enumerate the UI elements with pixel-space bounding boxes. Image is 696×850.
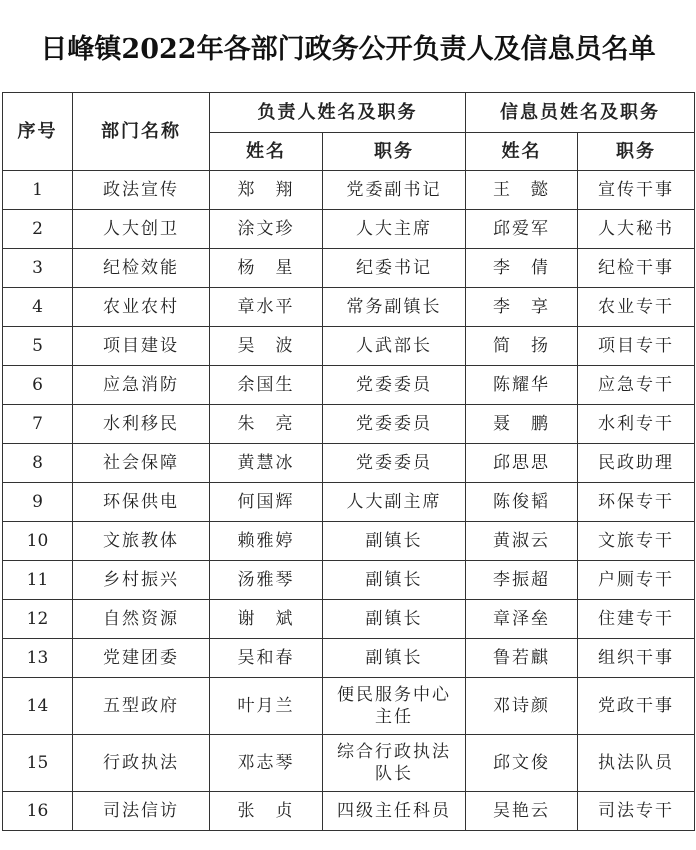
row-info-position: 纪检干事 [578,249,695,288]
row-info-position: 司法专干 [578,792,695,831]
row-info-name: 吴艳云 [466,792,578,831]
row-info-name: 李振超 [466,561,578,600]
row-leader-name: 杨 星 [210,249,323,288]
row-leader-name: 吴 波 [210,327,323,366]
row-index: 7 [3,405,73,444]
table-row [3,366,695,405]
header-department: 部门名称 [73,93,210,171]
header-info-group: 信息员姓名及职务 [466,93,695,133]
row-index: 14 [3,678,73,735]
row-index: 10 [3,522,73,561]
header-leader-group: 负责人姓名及职务 [210,93,466,133]
row-leader-position: 党委委员 [323,444,466,483]
row-leader-name: 章水平 [210,288,323,327]
row-leader-name: 叶月兰 [210,678,323,735]
row-leader-name: 邓志琴 [210,735,323,792]
row-department: 五型政府 [73,678,210,735]
row-leader-position: 人大副主席 [323,483,466,522]
row-index: 3 [3,249,73,288]
row-index: 12 [3,600,73,639]
row-department: 行政执法 [73,735,210,792]
row-leader-name: 涂文珍 [210,210,323,249]
row-department: 自然资源 [73,600,210,639]
row-department: 农业农村 [73,288,210,327]
row-leader-name: 谢 斌 [210,600,323,639]
row-info-position: 党政干事 [578,678,695,735]
row-info-position: 住建专干 [578,600,695,639]
row-info-name: 陈耀华 [466,366,578,405]
row-leader-name: 朱 亮 [210,405,323,444]
row-info-position: 环保专干 [578,483,695,522]
row-leader-position: 人武部长 [323,327,466,366]
row-index: 4 [3,288,73,327]
row-leader-position: 综合行政执法队长 [323,735,466,792]
table-row [3,327,695,366]
row-index: 8 [3,444,73,483]
row-info-name: 简 扬 [466,327,578,366]
row-info-name: 邱文俊 [466,735,578,792]
row-leader-name: 汤雅琴 [210,561,323,600]
row-department: 乡村振兴 [73,561,210,600]
row-info-name: 陈俊韬 [466,483,578,522]
row-leader-position: 纪委书记 [323,249,466,288]
row-department: 水利移民 [73,405,210,444]
row-index: 1 [3,171,73,210]
staff-table [2,92,695,831]
row-index: 6 [3,366,73,405]
row-leader-position: 便民服务中心主任 [323,678,466,735]
table-row [3,210,695,249]
row-info-name: 聂 鹏 [466,405,578,444]
row-leader-name: 张 贞 [210,792,323,831]
row-info-position: 执法队员 [578,735,695,792]
row-leader-position: 副镇长 [323,639,466,678]
row-info-name: 鲁若麒 [466,639,578,678]
table-body [3,171,695,831]
row-info-position: 农业专干 [578,288,695,327]
row-info-name: 邱爱军 [466,210,578,249]
row-info-position: 应急专干 [578,366,695,405]
table-row [3,678,695,735]
header-info-position: 职务 [578,133,695,171]
row-info-position: 户厕专干 [578,561,695,600]
row-leader-position: 副镇长 [323,600,466,639]
table-row [3,792,695,831]
header-leader-position: 职务 [323,133,466,171]
row-leader-position: 党委委员 [323,405,466,444]
row-info-position: 人大秘书 [578,210,695,249]
row-index: 2 [3,210,73,249]
table-row [3,522,695,561]
row-department: 社会保障 [73,444,210,483]
row-info-position: 项目专干 [578,327,695,366]
table-row [3,405,695,444]
row-department: 政法宣传 [73,171,210,210]
row-info-name: 黄淑云 [466,522,578,561]
row-info-name: 章泽垒 [466,600,578,639]
header-leader-name: 姓名 [210,133,323,171]
table-row [3,444,695,483]
table-row [3,561,695,600]
row-leader-position: 常务副镇长 [323,288,466,327]
row-department: 文旅教体 [73,522,210,561]
row-leader-position: 人大主席 [323,210,466,249]
row-department: 应急消防 [73,366,210,405]
row-leader-name: 赖雅婷 [210,522,323,561]
row-info-position: 民政助理 [578,444,695,483]
table-row [3,288,695,327]
row-info-name: 李 享 [466,288,578,327]
row-leader-name: 黄慧冰 [210,444,323,483]
row-info-name: 邓诗颜 [466,678,578,735]
row-info-position: 宣传干事 [578,171,695,210]
row-leader-position: 四级主任科员 [323,792,466,831]
row-department: 党建团委 [73,639,210,678]
row-index: 16 [3,792,73,831]
row-leader-name: 余国生 [210,366,323,405]
table-row [3,249,695,288]
table-row [3,735,695,792]
row-info-name: 李 倩 [466,249,578,288]
row-index: 11 [3,561,73,600]
row-leader-position: 副镇长 [323,522,466,561]
row-leader-position: 党委委员 [323,366,466,405]
document-title: 日峰镇2022年各部门政务公开负责人及信息员名单 [40,33,656,65]
header-index: 序号 [3,93,73,171]
row-info-position: 文旅专干 [578,522,695,561]
table-row [3,600,695,639]
row-leader-name: 吴和春 [210,639,323,678]
table-row [3,483,695,522]
row-index: 13 [3,639,73,678]
row-department: 司法信访 [73,792,210,831]
row-info-position: 组织干事 [578,639,695,678]
row-info-name: 王 懿 [466,171,578,210]
table-row [3,171,695,210]
row-department: 项目建设 [73,327,210,366]
table-row [3,639,695,678]
row-leader-name: 郑 翔 [210,171,323,210]
row-department: 环保供电 [73,483,210,522]
row-index: 5 [3,327,73,366]
row-leader-position: 党委副书记 [323,171,466,210]
row-department: 纪检效能 [73,249,210,288]
row-index: 9 [3,483,73,522]
row-info-position: 水利专干 [578,405,695,444]
row-leader-name: 何国辉 [210,483,323,522]
header-info-name: 姓名 [466,133,578,171]
row-info-name: 邱思思 [466,444,578,483]
row-department: 人大创卫 [73,210,210,249]
row-leader-position: 副镇长 [323,561,466,600]
row-index: 15 [3,735,73,792]
